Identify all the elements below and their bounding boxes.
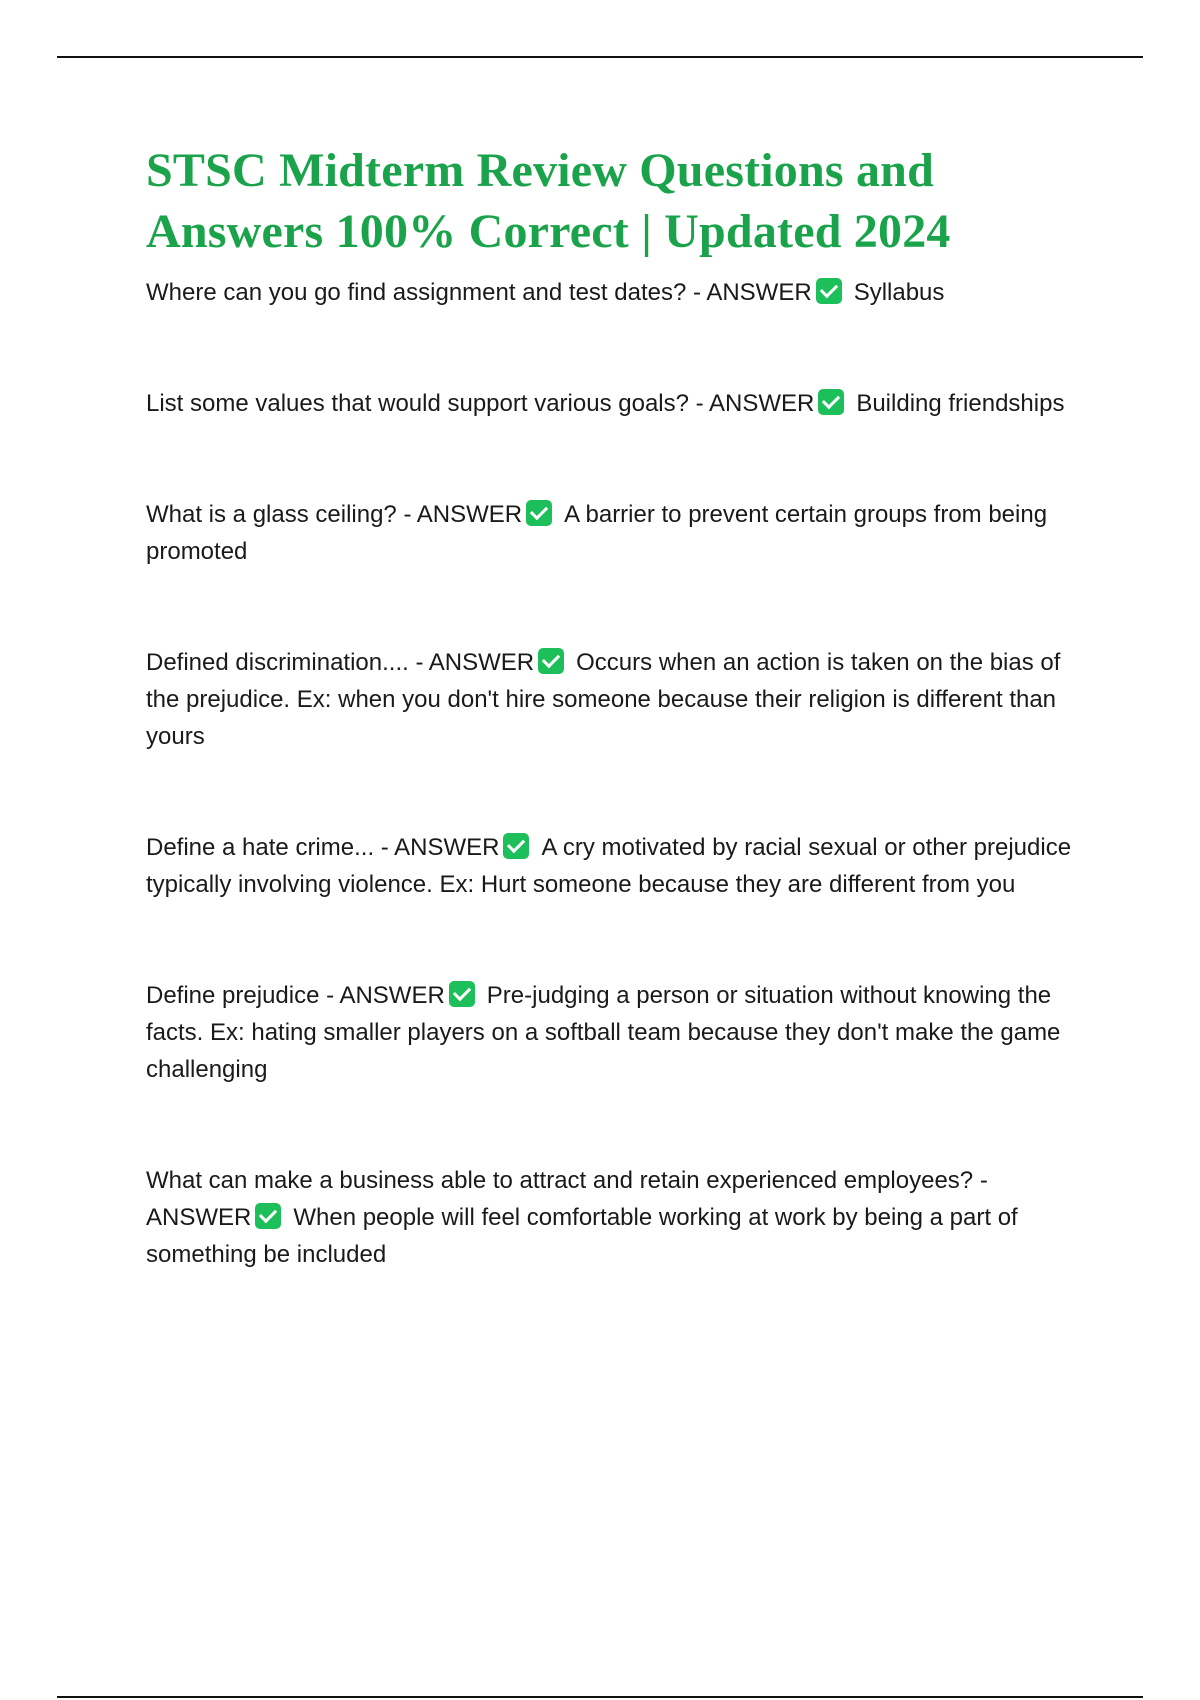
qa-item <box>146 385 1096 422</box>
check-mark-icon <box>818 389 844 415</box>
question-text: Define prejudice <box>146 982 320 1009</box>
qa-item <box>146 274 1096 311</box>
qa-item <box>146 644 1096 755</box>
qa-item <box>146 496 1096 570</box>
check-mark-icon <box>449 981 475 1007</box>
qa-item <box>146 1162 1096 1273</box>
qa-item <box>146 829 1096 903</box>
bottom-rule <box>57 1696 1143 1698</box>
check-mark-icon <box>526 500 552 526</box>
document-title: STSC Midterm Review Questions and Answers 100% Correct | Updated 2024 <box>146 144 951 258</box>
check-mark-icon <box>503 833 529 859</box>
answer-text: Pre-judging a person or situation without knowing the facts. Ex: hating smaller players on a softball team because they don't make the game challenging <box>146 982 1061 1083</box>
check-mark-icon <box>255 1203 281 1229</box>
qa-item <box>146 977 1096 1088</box>
question-text: What is a glass ceiling? <box>146 501 397 528</box>
check-mark-icon <box>816 278 842 304</box>
check-mark-icon <box>538 648 564 674</box>
top-rule <box>57 56 1143 58</box>
question-text: List some values that would support various goals? <box>146 390 689 417</box>
answer-text: When people will feel comfortable working at work by being a part of something be included <box>146 1204 1018 1268</box>
answer-marker: - ANSWER <box>415 649 535 676</box>
answer-marker: - ANSWER <box>403 501 523 528</box>
question-text: Define a hate crime... <box>146 834 375 861</box>
answer-text: Building friendships <box>856 390 1065 417</box>
question-text: Where can you go find assignment and test dates? <box>146 279 687 306</box>
answer-text: Syllabus <box>853 279 945 306</box>
answer-text: Occurs when an action is taken on the bias of the prejudice. Ex: when you don't hire someone because their religion is different than yours <box>146 649 1061 750</box>
answer-marker: - ANSWER <box>146 1167 988 1231</box>
answer-marker: - ANSWER <box>326 982 445 1009</box>
question-text: What can make a business able to attract and retain experienced employees? <box>146 1167 974 1194</box>
answer-text: A barrier to prevent certain groups from being promoted <box>146 501 1048 565</box>
answer-marker: - ANSWER <box>695 390 815 417</box>
answer-marker: - ANSWER <box>693 279 812 306</box>
document-body <box>146 140 1096 1273</box>
answer-marker: - ANSWER <box>380 834 500 861</box>
answer-text: A cry motivated by racial sexual or other prejudice typically involving violence. Ex: Hurt someone because they are different from you <box>146 834 1072 898</box>
question-text: Defined discrimination.... <box>146 649 409 676</box>
